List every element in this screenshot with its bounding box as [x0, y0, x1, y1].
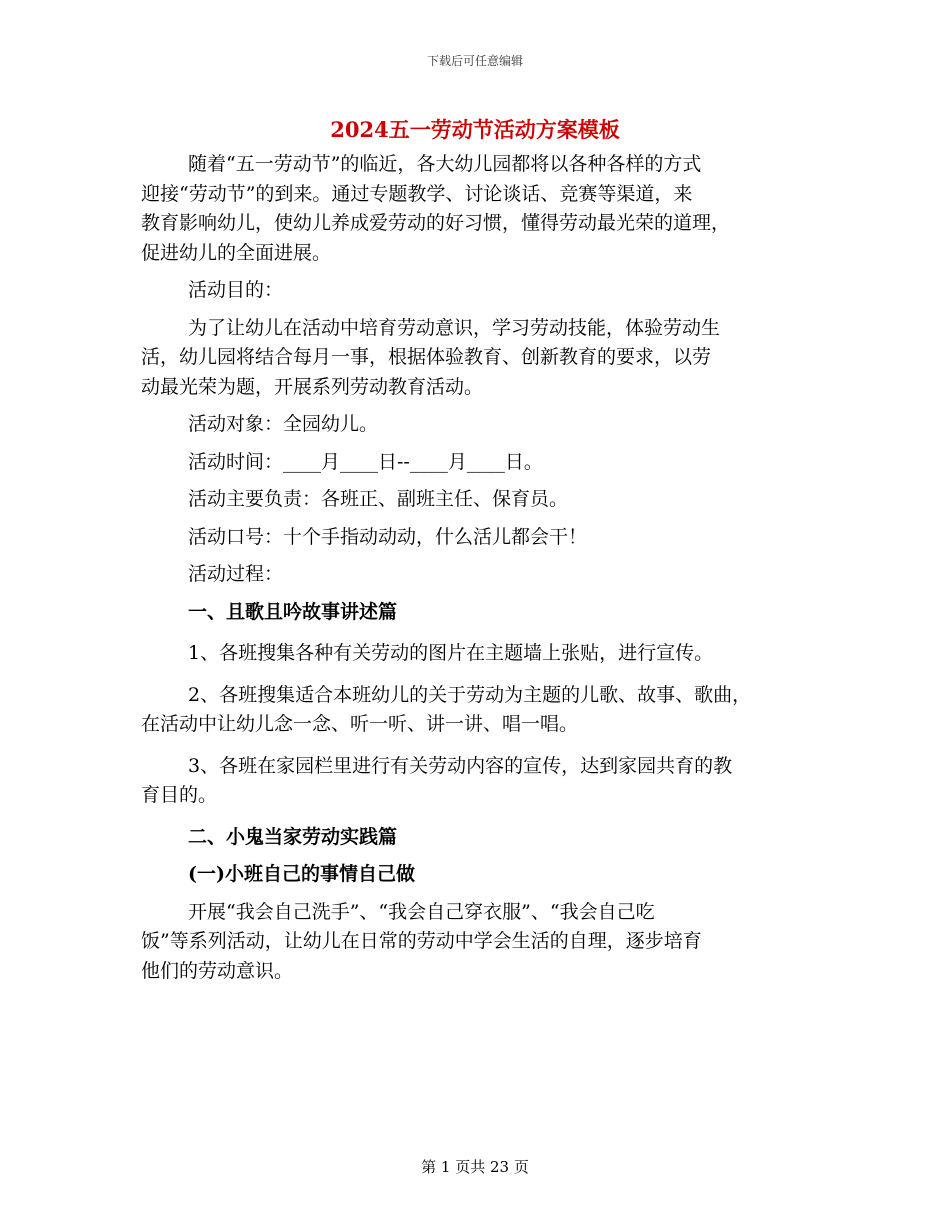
- intro-line: 随着“五一劳动节”的临近，各大幼儿园都将以各种各样的方式: [188, 153, 702, 175]
- page-footer: 第 1 页共 23 页: [421, 1158, 529, 1176]
- purpose-label: 活动目的：: [188, 279, 284, 301]
- page-header: 下载后可任意编辑: [426, 54, 523, 68]
- document-title: 2024五一劳动节活动方案模板: [330, 117, 620, 142]
- subsection-heading: (一)小班自己的事情自己做: [188, 863, 415, 885]
- intro-line: 教育影响幼儿，使幼儿养成爱劳动的好习惯，懂得劳动最光荣的道理，: [141, 212, 731, 234]
- process-label: 活动过程：: [188, 563, 284, 585]
- activity-slogan: 活动口号：十个手指动动动，什么活儿都会干！: [188, 525, 588, 548]
- subsection-line: 开展“我会自己洗手”、“我会自己穿衣服”、“我会自己吃: [188, 900, 655, 923]
- section-heading: 二、小鬼当家劳动实践篇: [188, 825, 398, 848]
- purpose-line: 活，幼儿园将结合每月一事，根据体验教育、创新教育的要求，以劳: [141, 346, 712, 368]
- purpose-line: 动最光荣为题，开展系列劳动教育活动。: [141, 375, 484, 398]
- section-heading: 一、且歌且吟故事讲述篇: [188, 600, 398, 623]
- list-item: 1、各班搜集各种有关劳动的图片在主题墙上张贴，进行宣传。: [188, 642, 714, 664]
- list-item: 2、各班搜集适合本班幼儿的关于劳动为主题的儿歌、故事、歌曲，: [188, 683, 752, 706]
- document-body: [141, 150, 831, 986]
- activity-responsible: 活动主要负责：各班正、副班主任、保育员。: [188, 488, 569, 510]
- list-item-continuation: 在活动中让幼儿念一念、听一听、讲一讲、唱一唱。: [141, 713, 579, 735]
- list-item-continuation: 育目的。: [141, 784, 218, 806]
- list-item: 3、各班在家园栏里进行有关劳动内容的宣传，达到家园共育的教: [188, 754, 733, 777]
- activity-target: 活动对象：全园幼儿。: [188, 413, 379, 435]
- subsection-line: 他们的劳动意识。: [141, 959, 294, 982]
- purpose-line: 为了让幼儿在活动中培育劳动意识，学习劳动技能，体验劳动生: [188, 316, 721, 339]
- intro-line: 促进幼儿的全面进展。: [141, 241, 332, 264]
- activity-time: 活动时间：____月____日--____月____日。: [188, 450, 543, 473]
- subsection-line: 饭”等系列活动，让幼儿在日常的劳动中学会生活的自理，逐步培育: [141, 930, 702, 952]
- intro-line: 迎接“劳动节”的到来。通过专题教学、讨论谈话、竞赛等渠道，来: [141, 182, 693, 205]
